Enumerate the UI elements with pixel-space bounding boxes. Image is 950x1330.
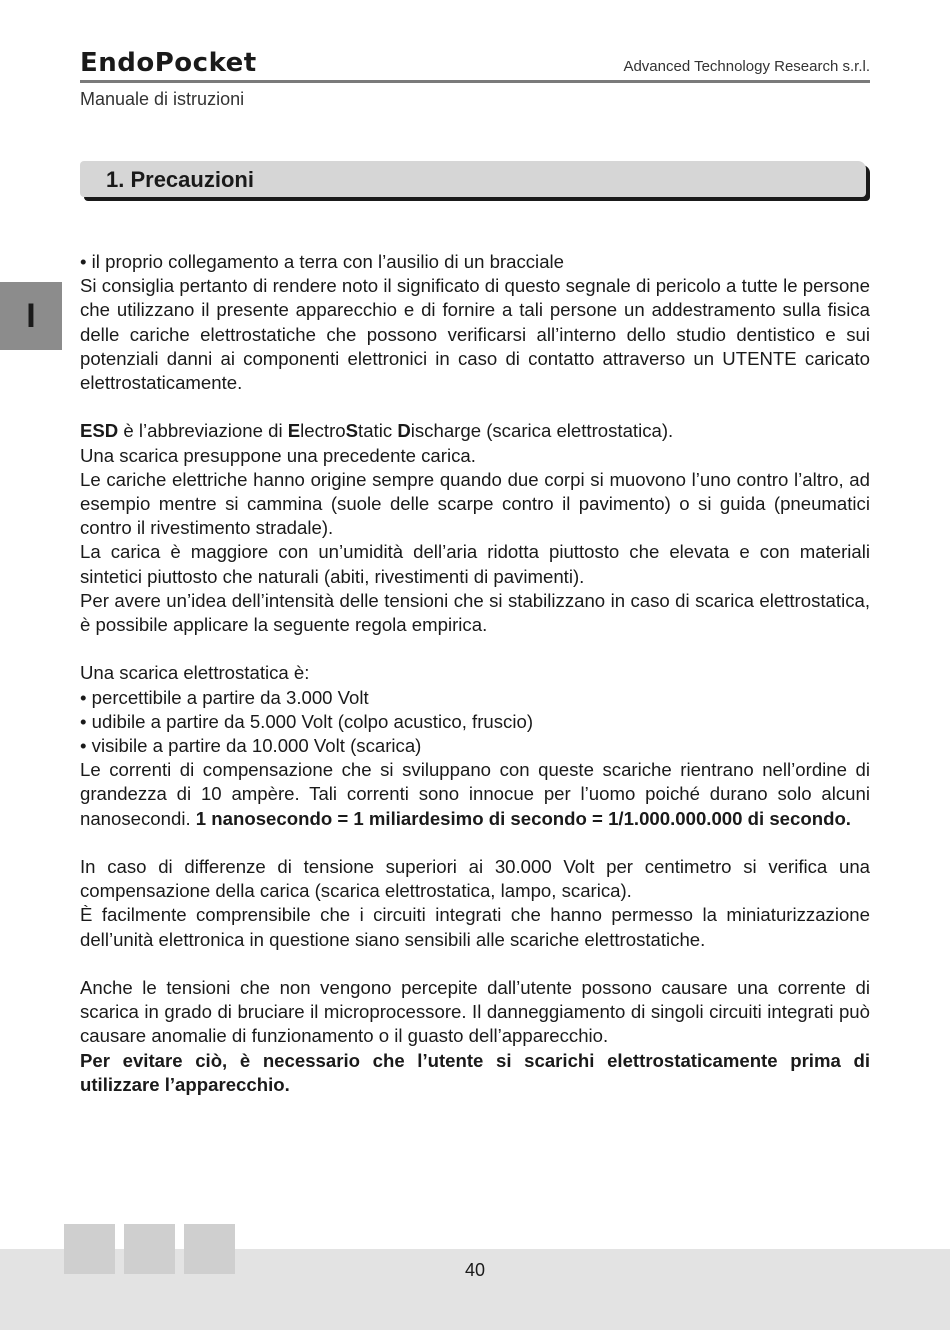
paragraph-esd: ESD è l’abbreviazione di ElectroStatic Discharge (scarica elettrostatica). [80, 420, 674, 442]
brand-logo: EndoPocket [80, 48, 257, 78]
paragraph: Si consiglia pertanto di rendere noto il significato di questo segnale di pericolo a tutte le persone che utilizzano il presente apparecchio e di fornire a tali persone un addestramento sulla fisica delle cariche elettrostatiche che possono verificarsi all’interno dello studio dentistico e sui potenziali danni ai componenti elettronici in caso di contatto attraverso un UTENTE caricato elettrostaticamente. [80, 275, 870, 394]
paragraph: È facilmente comprensibile che i circuiti integrati che hanno permesso la miniaturizzazione dell’unità elettronica in questione siano sensibili alle scariche elettrostatiche. [80, 904, 870, 950]
paragraph: Le cariche elettriche hanno origine sempre quando due corpi si muovono l’uno contro l’altro, ad esempio mentre si cammina (suole delle scarpe contro il pavimento) o si guida (pneumatici contro il rivestimento stradale). [80, 468, 870, 539]
paragraph: Per avere un’idea dell’intensità delle tensioni che si stabilizzano in caso di scarica elettrostatica, è possibile applicare la seguente regola empirica. [80, 589, 870, 636]
list-item: • udibile a partire da 5.000 Volt (colpo acustico, fruscio) [80, 710, 534, 732]
paragraph: Una scarica presuppone una precedente carica. [80, 444, 476, 466]
list-item: • percettibile a partire da 3.000 Volt [80, 686, 369, 708]
language-tab: I [0, 282, 62, 350]
section-title: 1. Precauzioni [106, 167, 254, 192]
body-text [80, 250, 870, 1097]
list-item: • visibile a partire da 10.000 Volt (scarica) [80, 735, 422, 757]
paragraph: La carica è maggiore con un’umidità dell’aria ridotta piuttosto che elevata e con materiali sintetici piuttosto che naturali (abiti, rivestimenti di pavimenti). [80, 541, 870, 587]
header-divider [80, 80, 870, 83]
esd-abbr: ESD [80, 420, 119, 442]
page-number: 40 [464, 1260, 486, 1280]
paragraph: Una scarica elettrostatica è: [80, 662, 310, 684]
paragraph-compensation: Le correnti di compensazione che si sviluppano con queste scariche rientrano nell’ordine di grandezza di 10 ampère. Tali correnti sono innocue per l’uomo poiché durano solo alcuni nanosecondi. 1 nanosecondo = 1 miliardesimo di secondo = 1/1.000.000.000 di secondo. [80, 759, 870, 829]
manual-subtitle: Manuale di istruzioni [80, 89, 245, 109]
nanosecond-definition: 1 nanosecondo = 1 miliardesimo di secondo = 1/1.000.000.000 di secondo. [195, 807, 851, 829]
warning-paragraph: Per evitare ciò, è necessario che l’utente si scarichi elettrostaticamente prima di utilizzare l’apparecchio. [80, 1049, 870, 1095]
section-header [80, 161, 866, 197]
paragraph: Anche le tensioni che non vengono percepite dall’utente possono causare una corrente di scarica in grado di bruciare il microprocessore. Il danneggiamento di singoli circuiti integrati può causare anomalie di funzionamento o il guasto dell’apparecchio. [80, 977, 870, 1047]
paragraph: • il proprio collegamento a terra con l’ausilio di un bracciale [80, 251, 565, 272]
paragraph: In caso di differenze di tensione superiori ai 30.000 Volt per centimetro si verifica una compensazione della carica (scarica elettrostatica, lampo, scarica). [80, 856, 870, 902]
company-name: Advanced Technology Research s.r.l. [623, 58, 870, 75]
